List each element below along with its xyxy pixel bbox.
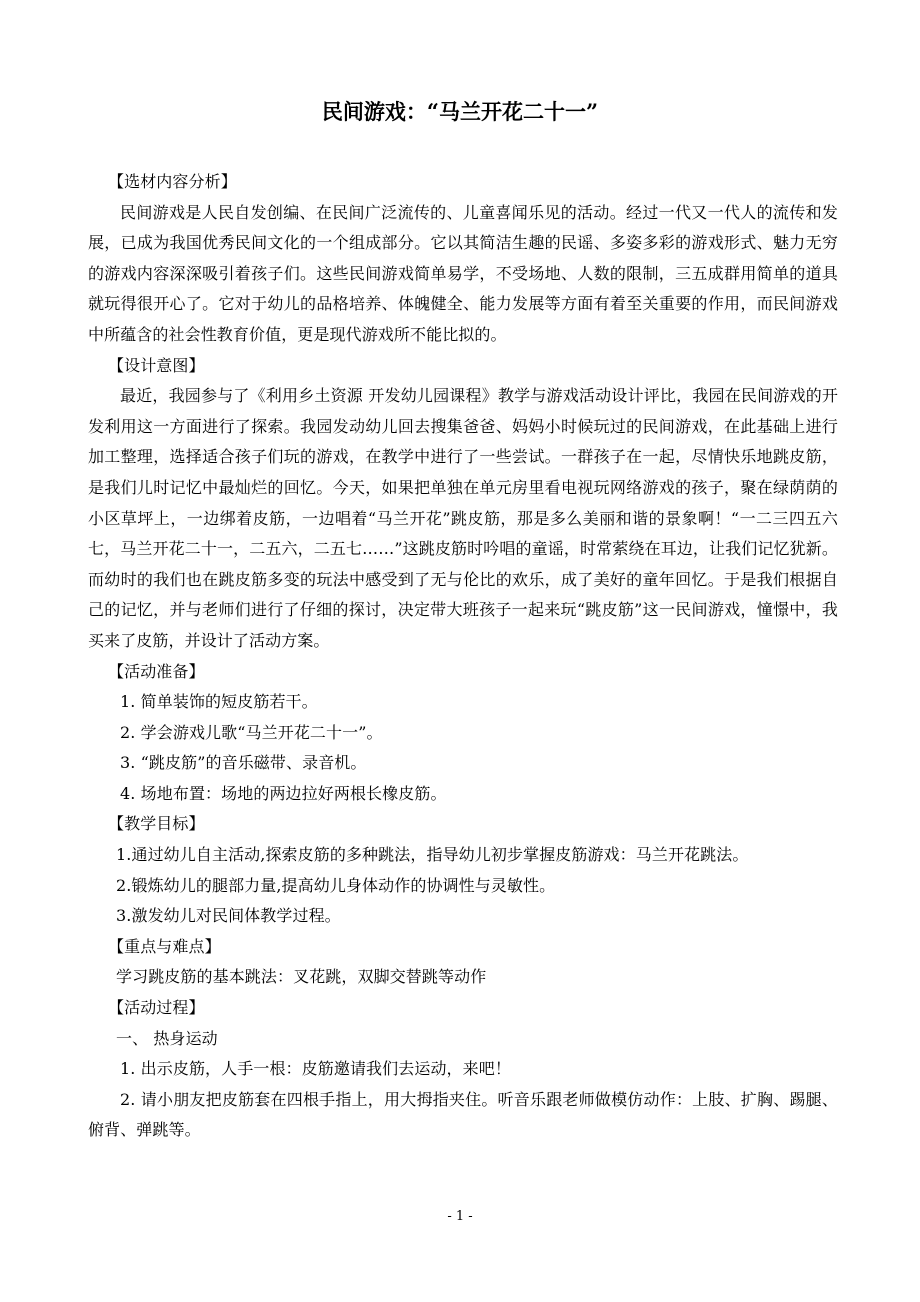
section-heading-intent: 【设计意图】 — [108, 355, 205, 375]
section-heading-process: 【活动过程】 — [108, 998, 205, 1018]
document-title: 民间游戏：“马兰开花二十一” — [321, 99, 599, 124]
process-step: 2. 请小朋友把皮筋套在四根手指上，用大拇指夹住。听音乐跟老师做模仿动作：上肢、扩胸、踢腿、俯背、弹跳等。 — [88, 1089, 838, 1140]
goal-item: 1.通过幼儿自主活动,探索皮筋的多种跳法，指导幼儿初步掌握皮筋游戏：马兰开花跳法。 — [116, 845, 749, 865]
section-heading-analysis: 【选材内容分析】 — [108, 172, 237, 191]
prep-item: 4. 场地布置：场地的两边拉好两根长橡皮筋。 — [120, 783, 447, 803]
paragraph-focus: 学习跳皮筋的基本跳法：叉花跳，双脚交替跳等动作 — [116, 967, 487, 987]
goal-item: 2.锻炼幼儿的腿部力量,提高幼儿身体动作的协调性与灵敏性。 — [116, 875, 556, 895]
page-number: - 1 - — [447, 1209, 473, 1224]
goal-item: 3.激发幼儿对民间体教学过程。 — [116, 906, 341, 926]
process-step: 1. 出示皮筋，人手一根：皮筋邀请我们去运动，来吧！ — [120, 1059, 511, 1079]
document-body — [88, 167, 838, 1146]
prep-item: 2. 学会游戏儿歌“马兰开花二十一”。 — [120, 722, 383, 742]
paragraph-analysis: 民间游戏是人民自发创编、在民间广泛流传的、儿童喜闻乐见的活动。经过一代又一代人的流传和发展，已成为我国优秀民间文化的一个组成部分。它以其简洁生趣的民谣、多姿多彩的游戏形式、魅力无穷的游戏内容深深吸引着孩子们。这些民间游戏简单易学，不受场地、人数的限制，三五成群用简单的道具就玩得很开心了。它对于幼儿的品格培养、体魄健全、能力发展等方面有着至关重要的作用，而民间游戏中所蕴含的社会性教育价值，更是现代游戏所不能比拟的。 — [88, 202, 838, 344]
process-subheading: 一、 热身运动 — [116, 1028, 218, 1048]
prep-item: 3. “跳皮筋”的音乐磁带、录音机。 — [120, 753, 367, 773]
section-heading-goals: 【教学目标】 — [108, 814, 205, 834]
paragraph-intent: 最近，我园参与了《利用乡土资源 开发幼儿园课程》教学与游戏活动设计评比，我园在民间游戏的开发利用这一方面进行了探索。我园发动幼儿回去搜集爸爸、妈妈小时候玩过的民间游戏，在此基础上进行加工整理，选择适合孩子们玩的游戏，在教学中进行了一些尝试。一群孩子在一起，尽情快乐地跳皮筋，是我们儿时记忆中最灿烂的回忆。今天，如果把单独在单元房里看电视玩网络游戏的孩子，聚在绿荫荫的小区草坪上，一边绑着皮筋，一边唱着“马兰开花”跳皮筋，那是多么美丽和谐的景象啊！“一二三四五六七，马兰开花二十一，二五六，二五七……”这跳皮筋时吟唱的童谣，时常萦绕在耳边，让我们记忆犹新。而幼时的我们也在跳皮筋多变的玩法中感受到了无与伦比的欢乐，成了美好的童年回忆。于是我们根据自己的记忆，并与老师们进行了仔细的探讨，决定带大班孩子一起来玩“跳皮筋”这一民间游戏，憧憬中，我买来了皮筋，并设计了活动方案。 — [88, 386, 838, 650]
section-heading-prep: 【活动准备】 — [108, 661, 205, 681]
prep-item: 1. 简单装饰的短皮筋若干。 — [120, 692, 318, 712]
section-heading-focus: 【重点与难点】 — [108, 936, 221, 956]
